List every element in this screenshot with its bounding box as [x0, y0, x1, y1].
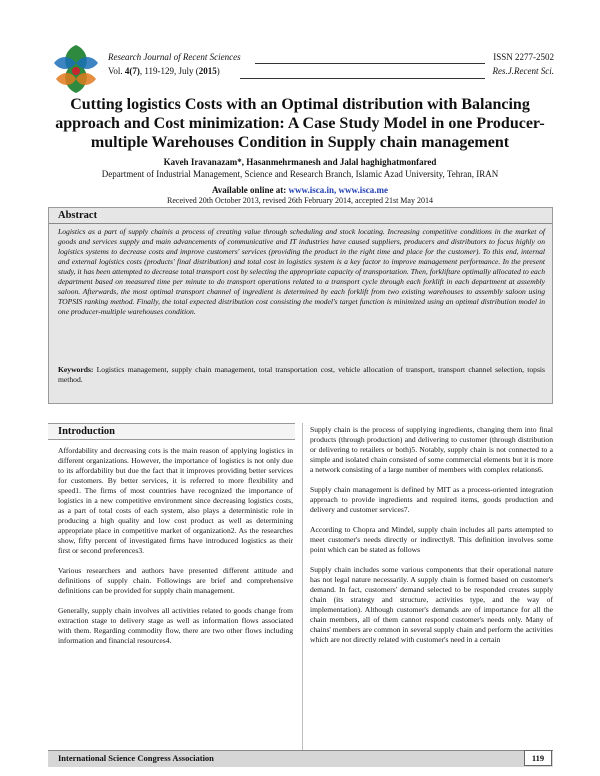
- paper-title: Cutting logistics Costs with an Optimal distribution with Balancing approach and Cost minimization: A Case Study Model in one Producer-multiple Warehouses Condition in Supply chain management: [55, 96, 545, 151]
- left-column: [58, 446, 293, 656]
- abstract-heading: Abstract: [58, 210, 98, 221]
- affiliation: Department of Industrial Management, Science and Research Branch, Islamic Azad University, Tehran, IRAN: [101, 169, 499, 179]
- year: 2015: [198, 66, 217, 76]
- paragraph: According to Chopra and Mindel, supply chain includes all parts attempted to meet customer's needs directly or indirectly8. This definition involves some point which can be stated as follows: [310, 525, 553, 554]
- volume-prefix: Vol.: [108, 66, 125, 76]
- header-rule-2: [240, 78, 485, 79]
- paragraph: Supply chain includes some various components that their operational nature has not legal nature necessarily. A supply chain is formed based on customer's demand. In fact, customers' demand selected to be responded creates supply chain (its strategy and structure, activities type, and the way of implementation). Although customer's demands are of importance for all the chain members, all of them cannot respond customer's needs only. Many of chains' members are common in several supply chain and perform the activities which are not directly related with customer's need in a certain: [310, 565, 553, 644]
- close-paren: ): [216, 66, 220, 76]
- received-dates: Received 20th October 2013, revised 26th February 2014, accepted 21st May 2014: [167, 196, 433, 205]
- footer-association: International Science Congress Association: [58, 753, 214, 763]
- keywords: [58, 365, 545, 385]
- keywords-text: Logistics management, supply chain management, total transportation cost, vehicle allocation of transport, transport channel selection, topsis method.: [58, 365, 546, 384]
- volume-number: 4(7): [124, 66, 140, 76]
- paragraph: Affordability and decreasing cots is the main reason of applying logistics in different organizations. However, the importance of logistics is not only due to its affordability but due the fact that it improves providing better services for customers. By better services, it is referred to more flexibility and speed1. The firms of most countries have recognized the importance of logistics in a new competitive environment since decreasing logistics costs, as a part of total costs of each system, also plays a deterministic role in producing a high quality and low cost product as well as determining appropriate place in competitive market of organization2. As the researches show, fifty percent of investigated firms have introduced logistics as their first or second preferences3.: [58, 446, 293, 555]
- available-online: [40, 185, 560, 195]
- issn: ISSN 2277-2502: [493, 52, 554, 62]
- column-divider: [302, 423, 303, 750]
- authors: Kaveh Iravanazam*, Hasanmehrmanesh and Jalal haghighatmonfared: [163, 157, 437, 167]
- paragraph: Supply chain management is defined by MIT as a process-oriented integration approach to provide ingredients and required items, goods production and delivery and customer services7.: [310, 485, 553, 514]
- keywords-label: Keywords:: [58, 365, 94, 374]
- intro-heading: Introduction: [58, 426, 115, 437]
- abstract-rule: [49, 223, 552, 224]
- paragraph: Various researchers and authors have presented different attitude and definitions of supply chain. Followings are brief and comprehensive definitions can be provided for supply chain management.: [58, 566, 293, 595]
- available-label: Available online at:: [211, 185, 289, 195]
- page-range: , 119-129, July (: [139, 66, 199, 76]
- paragraph: Generally, supply chain involves all activities related to goods change from extraction stage to delivery stage as well as information flows associated with them. Regarding commodity flow, there are two other flows including information and financial resources4.: [58, 606, 293, 645]
- right-column: [310, 425, 553, 655]
- paragraph: Supply chain is the process of supplying ingredients, changing them into final products (through production) and delivering to customer (through distribution or delivering to retailers or both)5. Notably, supply chain is not connected to a simple and isolated chain consisted of some commercial elements but it is more a network consisting of a large number of members with complex relations6.: [310, 425, 553, 474]
- journal-volume: [108, 66, 220, 76]
- journal-abbrev: Res.J.Recent Sci.: [492, 66, 554, 76]
- journal-name: Research Journal of Recent Sciences: [108, 52, 241, 62]
- abstract-text: Logistics as a part of supply chainis a process of creating value through scheduling and stock locating. Increasing competitive conditions in the market of goods and services supply and main advancements of communicative and IT industries have caused suppliers, producers and distributors to focus highly on logistics systems to decrease costs and improve customers' services (providing the product in the right time and place for the customer). To this end, internal and external logistics costs (products' final distribution) and total cost in logistics system is a key factor to improve management performance. In the present study, it has been attempted to decrease total transport cost by selecting the appropriate capacity of transportation. Then, forkliftare optimally allocated to each department based on measured time per minute to do transport operations related to a transport cycle through each forklift in each department at assembly saloon. Afterwards, the most optimal transport channel of ingredient is determined by each forklift from two existing warehouses to assembly saloon using TOPSIS ranking method. Finally, the total expected distribution cost consisting the model's target function is minimized using an optimal distribution model in one producer-multiple warehouses condition.: [58, 227, 545, 316]
- available-links[interactable]: www.isca.in, www.isca.me: [288, 185, 389, 195]
- header-rule: [255, 63, 485, 64]
- page-number: 119: [524, 750, 552, 766]
- journal-logo-icon: [48, 40, 104, 98]
